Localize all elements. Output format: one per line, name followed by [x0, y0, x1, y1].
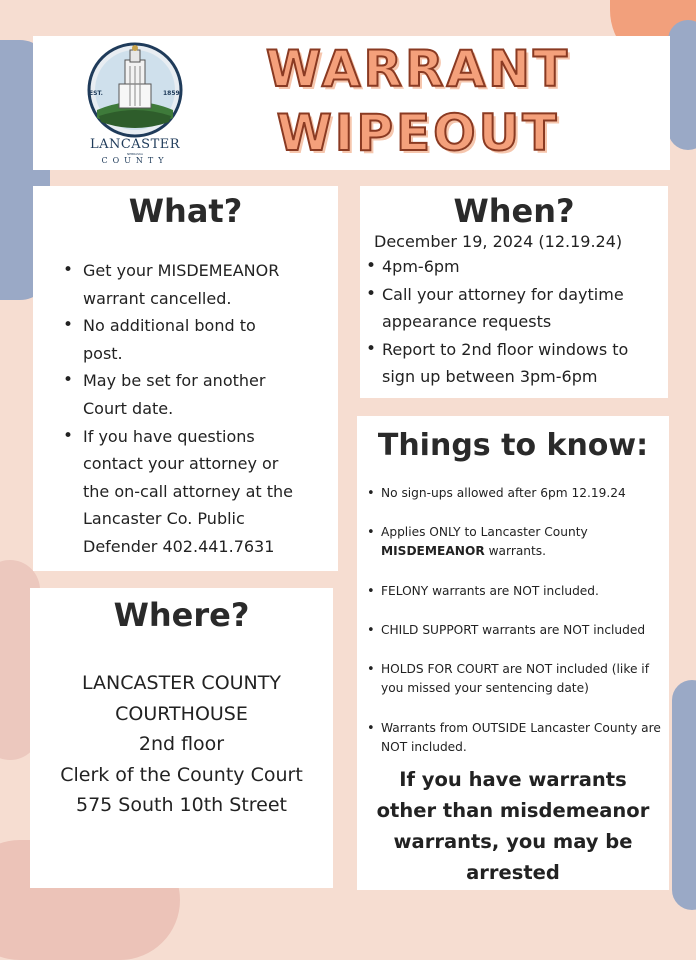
bg-blue-blob-top-right [668, 20, 696, 150]
things-to-know-card [357, 416, 669, 890]
arrest-warning: If you have warrants other than misdemeanor warrants, you may be arrested [376, 768, 650, 884]
when-card [360, 186, 668, 398]
title-block [228, 36, 608, 170]
title-line-2: WIPEOUT [276, 104, 560, 162]
title-line-1: WARRANT [265, 40, 571, 98]
county-logo [85, 38, 185, 168]
where-card [30, 588, 333, 888]
know-item-5: • HOLDS FOR COURT are NOT included (like if you missed your sentencing date) [357, 660, 669, 698]
what-card [33, 186, 338, 571]
what-item-2: • No additional bond to post. [33, 312, 338, 367]
where-line-3: 2nd floor [138, 733, 225, 755]
when-date: December 19, 2024 (12.19.24) [374, 232, 623, 251]
where-line-4: Clerk of the County Court [60, 763, 303, 786]
what-item-1: • Get your MISDEMEANOR warrant cancelled. [33, 257, 338, 312]
know-item-2: • Applies ONLY to Lancaster County MISDEMEANOR warrants. [357, 523, 669, 561]
logo-sub: NEBRASKA [126, 152, 144, 156]
what-item-3: • May be set for another Court date. [33, 367, 338, 422]
where-heading: Where? [113, 596, 250, 634]
know-item-4: • CHILD SUPPORT warrants are NOT included [357, 621, 669, 640]
know-heading: Things to know: [377, 428, 649, 463]
when-item-2: • Call your attorney for daytime appearance requests [360, 281, 664, 336]
bg-blue-blob-right-bottom [672, 680, 696, 910]
logo-year: 1859 [163, 90, 180, 97]
courthouse-seal-icon [85, 38, 185, 138]
where-line-5: 575 South 10th Street [75, 794, 287, 816]
when-item-1: • 4pm-6pm [360, 253, 664, 281]
when-heading: When? [453, 192, 575, 230]
where-line-1: LANCASTER COUNTY [82, 672, 281, 694]
when-item-3: • Report to 2nd floor windows to sign up between 3pm-6pm [360, 336, 664, 391]
when-list [360, 253, 664, 391]
logo-county: COUNTY [101, 156, 169, 165]
what-item-4: • If you have questions contact your attorney or the on-call attorney at the Lancaster Co. Public Defender 402.441.7631 [33, 423, 338, 561]
logo-name: LANCASTER [89, 137, 181, 152]
where-line-2: COURTHOUSE [115, 702, 248, 725]
what-heading: What? [128, 192, 243, 230]
what-list [33, 257, 338, 561]
where-address [30, 668, 333, 821]
header-card [33, 36, 670, 170]
know-item-6: • Warrants from OUTSIDE Lancaster County are NOT included. [357, 719, 669, 757]
logo-est: EST. [89, 90, 103, 97]
know-item-1: • No sign-ups allowed after 6pm 12.19.24 [357, 484, 669, 503]
misdemeanor-bold: MISDEMEANOR [381, 544, 485, 558]
know-item-3: • FELONY warrants are NOT included. [357, 582, 669, 601]
